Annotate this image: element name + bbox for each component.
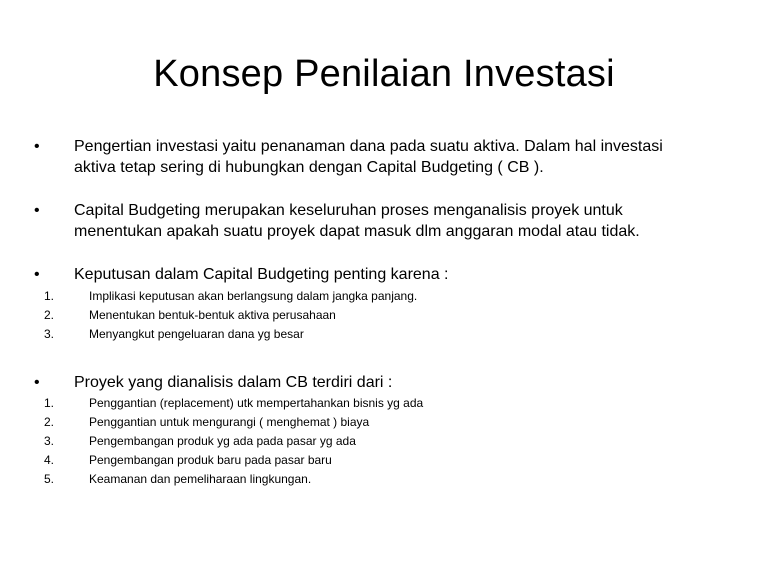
item-number: 3. — [44, 327, 55, 341]
item-number: 4. — [44, 453, 55, 467]
numbered-list-item — [44, 324, 644, 344]
numbered-list-item — [44, 431, 644, 451]
item-text: Penggantian untuk mengurangi ( menghemat ) biaya — [89, 415, 370, 429]
item-number: 1. — [44, 289, 55, 303]
numbered-list-item — [44, 305, 644, 325]
item-text: Pengembangan produk yg ada pada pasar yg ada — [89, 434, 356, 448]
item-text: Menentukan bentuk-bentuk aktiva perusahaan — [89, 308, 336, 322]
slide-title: Konsep Penilaian Investasi — [153, 53, 615, 95]
bullet-dot: • — [34, 374, 40, 391]
bullet-text: Capital Budgeting merupakan keseluruhan proses menganalisis proyek untuk menentukan apakah suatu proyek dapat masuk dlm anggaran modal atau tidak. — [74, 202, 640, 240]
bullet-item — [34, 372, 734, 393]
item-number: 3. — [44, 434, 55, 448]
numbered-list-item — [44, 393, 644, 413]
item-text: Pengembangan produk baru pada pasar baru — [89, 453, 332, 467]
item-text: Implikasi keputusan akan berlangsung dalam jangka panjang. — [89, 289, 418, 303]
item-text: Penggantian (replacement) utk mempertahankan bisnis yg ada — [89, 396, 424, 410]
item-text: Menyangkut pengeluaran dana yg besar — [89, 327, 304, 341]
numbered-list-item — [44, 450, 644, 470]
item-number: 2. — [44, 415, 55, 429]
item-number: 2. — [44, 308, 55, 322]
bullet-text: Pengertian investasi yaitu penanaman dana pada suatu aktiva. Dalam hal investasi aktiva tetap sering di hubungkan dengan Capital Budgeting ( CB ). — [74, 138, 663, 176]
bullet-text: Keputusan dalam Capital Budgeting penting karena : — [74, 266, 449, 283]
bullet-item — [34, 200, 734, 242]
bullet-item — [34, 136, 734, 178]
bullet-dot: • — [34, 138, 40, 155]
bullet-dot: • — [34, 266, 40, 283]
item-number: 5. — [44, 472, 55, 486]
item-number: 1. — [44, 396, 55, 410]
bullet-item — [34, 264, 734, 285]
numbered-list-item — [44, 469, 644, 489]
numbered-list-item — [44, 286, 644, 306]
numbered-list-item — [44, 412, 644, 432]
item-text: Keamanan dan pemeliharaan lingkungan. — [89, 472, 312, 486]
bullet-text: Proyek yang dianalisis dalam CB terdiri dari : — [74, 374, 393, 391]
bullet-dot: • — [34, 202, 40, 219]
